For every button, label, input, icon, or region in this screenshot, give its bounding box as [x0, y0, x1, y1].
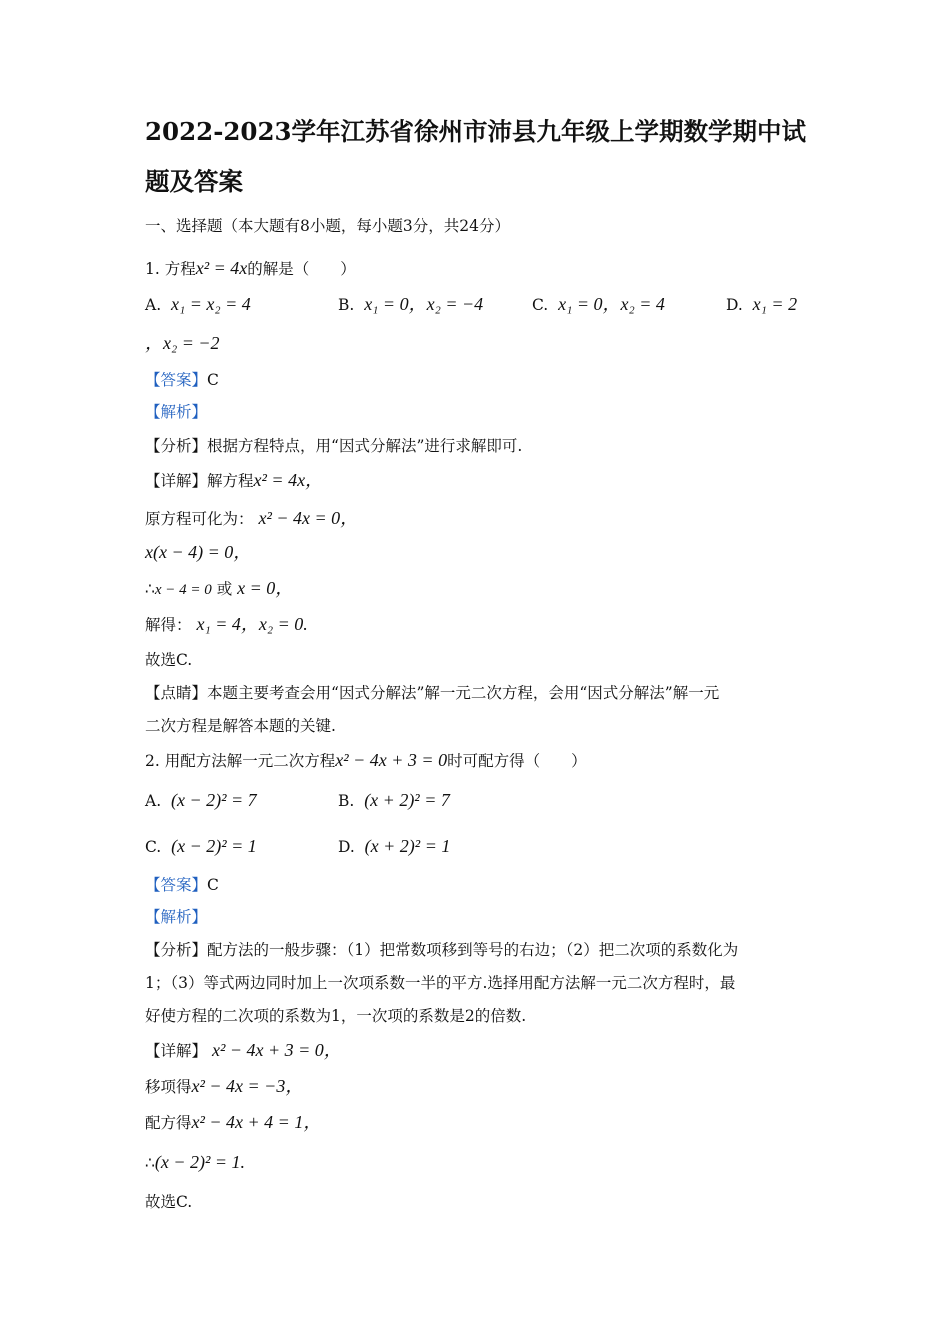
answer-value: C: [207, 371, 219, 389]
q1-option-d: [726, 294, 797, 315]
q2-fenxi-line3: 好使方程的二次项的系数为1，一次项的系数是2的倍数.: [145, 1007, 527, 1025]
option-label: C.: [532, 296, 549, 314]
q2-option-c: [145, 836, 257, 857]
step-text: 或: [216, 580, 233, 598]
q1-step-4: [145, 614, 308, 635]
q1-fenxi: [145, 436, 522, 456]
option-label: B.: [338, 792, 355, 810]
q2-step-2: [145, 1112, 321, 1133]
q1-stem-pre: 方程: [164, 260, 196, 278]
detail-text: 解方程: [207, 472, 254, 490]
step-equation: x − 4 = 0: [154, 582, 212, 598]
q1-option-d-continued: [145, 333, 220, 354]
document-title-line2: 题及答案: [145, 167, 243, 196]
option-text: (x − 2)² = 1: [171, 836, 257, 856]
q2-option-d: [338, 836, 450, 857]
answer-value: C: [207, 876, 219, 894]
q2-fenxi-line1: [145, 940, 738, 960]
option-text: x₁ = 2: [752, 294, 798, 314]
q2-number: 2.: [145, 752, 160, 770]
q1-dianjing-line1: [145, 683, 719, 703]
option-label: D.: [338, 838, 355, 856]
section-heading: 一、选择题（本大题有8小题，每小题3分，共24分）: [145, 217, 510, 235]
option-text: x₁ = 0，x₂ = 4: [558, 294, 665, 314]
document-title-line1: 2022-2023学年江苏省徐州市沛县九年级上学期数学期中试: [145, 117, 807, 146]
therefore-symbol: ∴: [145, 580, 155, 598]
step-equation: x(x − 4) = 0，: [145, 542, 252, 562]
step-equation: x² − 4x = −3，: [191, 1076, 304, 1096]
q2-equation: x² − 4x + 3 = 0: [335, 750, 448, 770]
q1-number: 1.: [145, 260, 160, 278]
step-equation: x = 0，: [237, 578, 294, 598]
q2-stem: [145, 750, 587, 771]
dianjing-text: 本题主要考查会用“因式分解法”解一元二次方程，会用“因式分解法”解一元: [207, 684, 720, 702]
analysis-tag: 【解析】: [145, 908, 208, 926]
step-equation: x² − 4x = 0，: [258, 508, 359, 528]
q2-detail: [145, 1040, 342, 1061]
q1-option-a: [145, 294, 251, 315]
step-equation: x₁ = 4，x₂ = 0.: [196, 614, 308, 634]
q1-step-1: [145, 508, 358, 529]
option-text: (x + 2)² = 7: [364, 790, 450, 810]
option-text: (x + 2)² = 1: [364, 836, 451, 856]
step-text: 原方程可化为：: [145, 510, 254, 528]
fenxi-tag: 【分析】: [145, 437, 208, 455]
step-equation: x² − 4x + 4 = 1，: [191, 1112, 322, 1132]
step-text: 移项得: [145, 1078, 192, 1096]
q1-stem-post: 的解是（ ）: [247, 260, 356, 278]
detail-equation: x² − 4x + 3 = 0，: [211, 1040, 342, 1060]
q1-option-b: [338, 294, 483, 315]
option-label: D.: [726, 296, 743, 314]
detail-tag: 【详解】: [145, 472, 208, 490]
option-label: B.: [338, 296, 355, 314]
step-equation: (x − 2)² = 1.: [154, 1152, 246, 1172]
answer-tag: 【答案】: [145, 876, 208, 894]
analysis-tag: 【解析】: [145, 403, 208, 421]
step-text: 解得：: [145, 616, 192, 634]
option-text: (x − 2)² = 7: [170, 790, 257, 810]
answer-tag: 【答案】: [145, 371, 208, 389]
q2-fenxi-line2: 1；（3）等式两边同时加上一次项系数一半的平方.选择用配方法解一元二次方程时，最: [145, 974, 736, 992]
therefore-symbol: ∴: [145, 1154, 155, 1172]
q1-step-3: [145, 578, 293, 600]
q2-analysis-tag: [145, 907, 207, 927]
q2-stem-pre: 用配方法解一元二次方程: [164, 752, 336, 770]
q2-choose: 故选C.: [145, 1193, 193, 1211]
fenxi-tag: 【分析】: [145, 941, 208, 959]
q1-analysis-tag: [145, 402, 207, 422]
detail-equation: x² = 4x，: [253, 470, 324, 490]
q2-option-a: [145, 790, 257, 811]
q1-equation: x² = 4x: [195, 258, 248, 278]
option-label: A.: [145, 296, 162, 314]
q1-detail: [145, 470, 323, 491]
q1-step-2: [145, 542, 251, 563]
fenxi-text: 配方法的一般步骤：（1）把常数项移到等号的右边；（2）把二次项的系数化为: [207, 941, 739, 959]
q1-dianjing-line2: 二次方程是解答本题的关键.: [145, 717, 336, 735]
option-label: A.: [145, 792, 162, 810]
detail-tag: 【详解】: [145, 1042, 208, 1060]
q2-option-b: [338, 790, 450, 811]
q2-step-3: [145, 1152, 245, 1173]
fenxi-text: 根据方程特点，用“因式分解法”进行求解即可.: [207, 437, 523, 455]
q2-stem-post: 时可配方得（ ）: [447, 752, 587, 770]
option-text: x₁ = 0，x₂ = −4: [364, 294, 484, 314]
option-text: x₁ = x₂ = 4: [170, 294, 251, 314]
q1-option-c: [532, 294, 665, 315]
q1-choose: 故选C.: [145, 651, 193, 669]
q2-answer: [145, 875, 219, 895]
q1-stem: [145, 258, 356, 279]
step-text: 配方得: [145, 1114, 192, 1132]
option-text: ，x₂ = −2: [145, 333, 220, 353]
q2-step-1: [145, 1076, 303, 1097]
option-label: C.: [145, 838, 162, 856]
dianjing-tag: 【点睛】: [145, 684, 208, 702]
q1-answer: [145, 370, 219, 390]
